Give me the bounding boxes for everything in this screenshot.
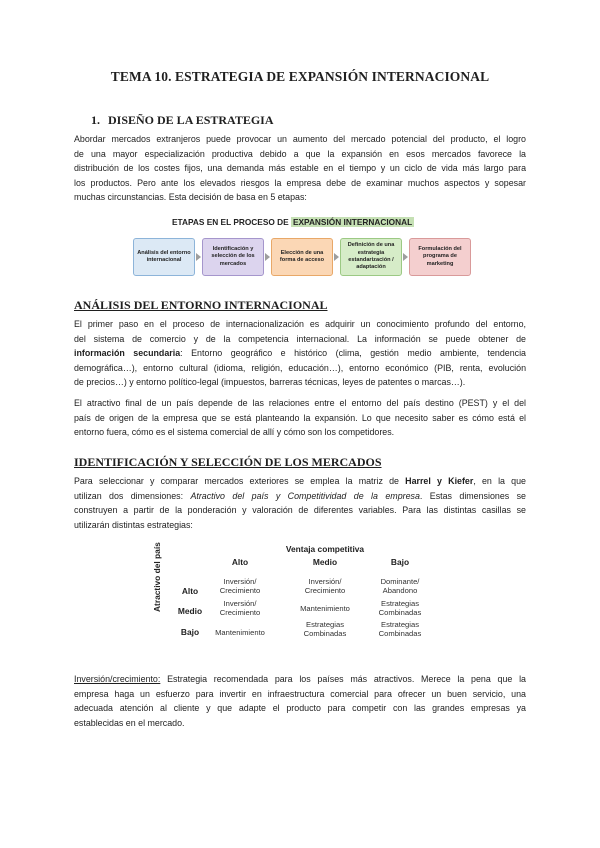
paragraph-line: de precios…) y entorno político-legal (impuestos, barreras técnicas, leyes de patentes o marcas…). <box>74 377 466 388</box>
paragraph-line: Para seleccionar y comparar mercados exteriores se emplea la matriz de Harrel y Kiefer, en la que <box>74 476 526 486</box>
matrix-row-header: Alto <box>181 586 199 596</box>
intro-line: de una mayor especialización productiva debido a que la expansión en esos mercados favorece la <box>74 148 526 159</box>
dimensions-term: Atractivo del país y Competitividad de la empresa <box>190 490 420 501</box>
intro-line: Abordar mercados extranjeros puede provocar un aumento del mercado potencial del producto, el logro <box>74 134 526 144</box>
paragraph-line: país de origen de la empresa que se está planteando la expansión. Lo que necesito saber es cómo está el <box>74 412 526 423</box>
matrix-col-header: Bajo <box>390 557 410 567</box>
harrel-kiefer-term: Harrel y Kiefer <box>405 476 474 486</box>
matrix-cell: Mantenimiento <box>215 628 265 637</box>
paragraph-line: entorno fuera, cómo es el sistema comercial de allí y cómo son los competidores. <box>74 427 395 438</box>
intro-paragraph <box>74 132 526 205</box>
document-title: TEMA 10. ESTRATEGIA DE EXPANSIÓN INTERNACIONAL <box>110 69 490 84</box>
paragraph-line: establecidas en el mercado. <box>74 717 185 728</box>
environment-paragraph-1 <box>74 317 526 390</box>
paragraph-line: utilizan dos dimensiones: Atractivo del país y Competitividad de la empresa. Estas dimensiones se <box>74 490 526 501</box>
matrix-cell: Estrategias Combinadas <box>303 620 347 638</box>
matrix-row-title: Atractivo del país <box>152 542 162 612</box>
paragraph-line: del sistema de comercio y de la competencia internacional. La información se puede obtener de <box>74 333 526 344</box>
stage-arrow <box>196 253 201 261</box>
paragraph-line: demográfica…), entorno cultural (idioma, religión, educación…), entorno económico (PIB, renta, evolución <box>74 362 526 373</box>
paragraph-line: construyen a partir de la ponderación y valoración de diferentes variables. Para las distintas casillas se <box>74 505 526 516</box>
stage-box-analysis: Análisis del entorno internacional <box>133 238 195 276</box>
stage-box-identification: Identificación y selección de los mercados <box>202 238 264 276</box>
intro-line: distribución de los costes fijos, una demanda más estable en el tiempo y un ciclo de vida más largo para <box>74 163 526 174</box>
section-heading-design <box>91 113 274 128</box>
matrix-column-title: Ventaja competitiva <box>285 544 365 554</box>
matrix-cell: Estrategias Combinadas <box>378 599 422 617</box>
intro-line: muchas circunstancias. Esta decisión de basa en 5 etapas: <box>74 192 307 203</box>
matrix-cell: Inversión/ Crecimiento <box>219 599 261 617</box>
environment-paragraph-2 <box>74 396 526 440</box>
investment-growth-term: Inversión/crecimiento: <box>74 674 161 684</box>
intro-line: los productos. Pero ante los elevados riesgos la empresa debe de examinar muchos aspectos y sopesar <box>74 177 526 188</box>
paragraph-line: Inversión/crecimiento: Estrategia recomendada para los países más atractivos. Merece la pena que la <box>74 674 526 684</box>
section-label: DISEÑO DE LA ESTRATEGIA <box>108 113 274 127</box>
matrix-col-header: Medio <box>312 557 338 567</box>
stages-diagram-title <box>172 217 414 227</box>
matrix-cell: Mantenimiento <box>300 604 350 613</box>
paragraph-line: empresa haga un esfuerzo para invertir en infraestructura comercial para ofrecer un buen servicio, una <box>74 688 526 699</box>
paragraph-line: utilizarán distintas estrategias: <box>74 519 193 530</box>
stages-title-prefix: ETAPAS EN EL PROCESO DE <box>172 217 289 227</box>
matrix-row-header: Bajo <box>180 627 200 637</box>
section-number: 1. <box>91 113 100 127</box>
section-heading-environment: ANÁLISIS DEL ENTORNO INTERNACIONAL <box>74 298 328 312</box>
markets-paragraph <box>74 474 526 532</box>
stage-box-access: Elección de una forma de acceso <box>271 238 333 276</box>
stages-title-highlight: EXPANSIÓN INTERNACIONAL <box>292 217 413 227</box>
matrix-cell: Inversión/ Crecimiento <box>304 577 346 595</box>
section-heading-markets: IDENTIFICACIÓN Y SELECCIÓN DE LOS MERCADOS <box>74 455 382 469</box>
matrix-row-header: Medio <box>177 606 203 616</box>
matrix-cell: Inversión/ Crecimiento <box>219 577 261 595</box>
secondary-info-term: información secundaria <box>74 348 181 359</box>
investment-growth-paragraph <box>74 672 526 730</box>
matrix-col-header: Alto <box>231 557 249 567</box>
matrix-cell: Dominante/ Abandono <box>380 577 420 595</box>
matrix-cell: Estrategias Combinadas <box>378 620 422 638</box>
paragraph-line: información secundaria: Entorno geográfico e histórico (clima, gestión medio ambiente, tendencia <box>74 348 526 359</box>
stage-arrow <box>403 253 408 261</box>
stage-box-marketing: Formulación del programa de marketing <box>409 238 471 276</box>
paragraph-line: El primer paso en el proceso de internacionalización es adquirir un conocimiento profundo del entorno, <box>74 319 526 329</box>
stage-arrow <box>265 253 270 261</box>
paragraph-line: El atractivo final de un país depende de las relaciones entre el entorno del país destino (PEST) y el del <box>74 398 526 408</box>
stage-box-strategy: Definición de una estrategia estandarización / adaptación <box>340 238 402 276</box>
stage-arrow <box>334 253 339 261</box>
paragraph-line: adecuada atención al cliente y que adapte el producto para competir con las grandes empresas ya <box>74 703 526 714</box>
